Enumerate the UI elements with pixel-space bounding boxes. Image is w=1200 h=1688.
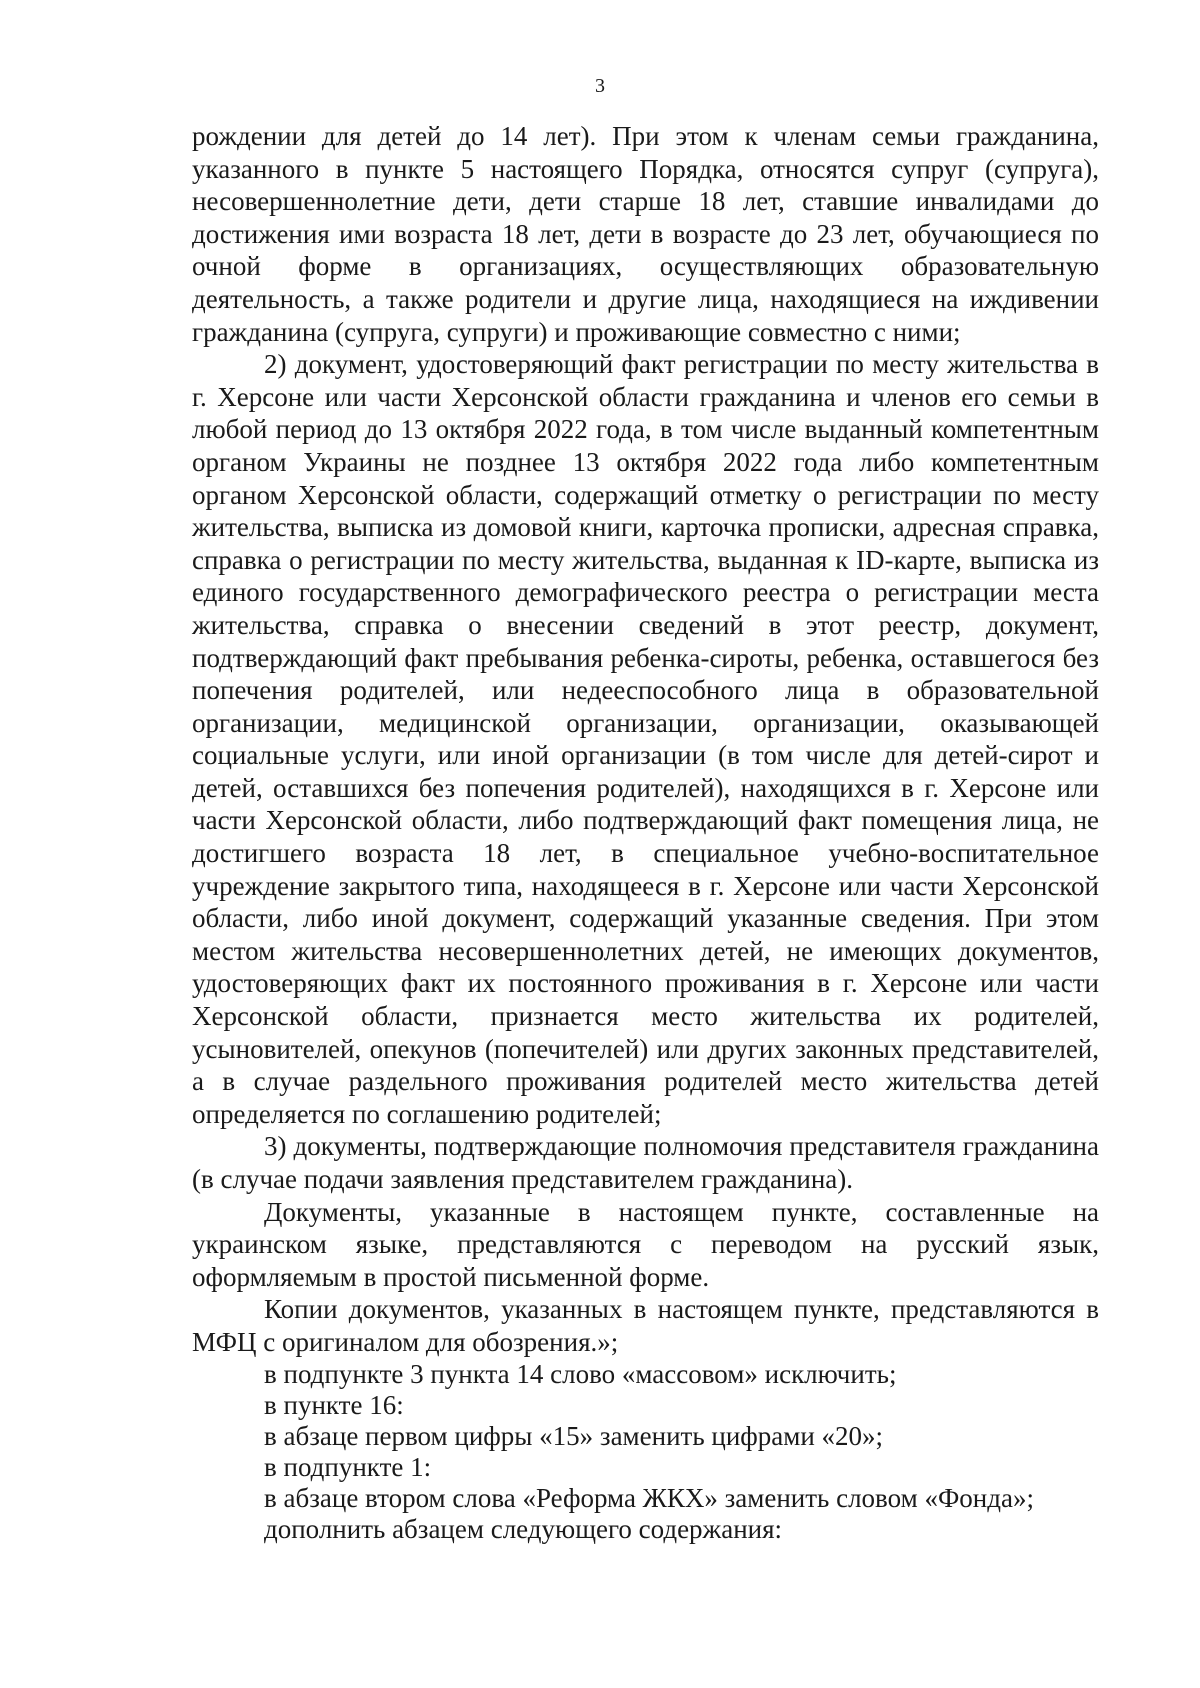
paragraph-subitem-14: в подпункте 3 пункта 14 слово «массовом» исключить;: [264, 1358, 897, 1389]
paragraph-item-3-representative: 3) документы, подтверждающие полномочия представителя гражданина (в случае подачи заявления представителем гражданина).: [192, 1131, 1099, 1194]
paragraph-second-abzac: в абзаце втором слова «Реформа ЖКХ» заменить словом «Фонда»;: [264, 1482, 1034, 1513]
paragraph-subitem-1: в подпункте 1:: [264, 1451, 432, 1482]
paragraph-add-abzac: дополнить абзацем следующего содержания:: [264, 1513, 783, 1544]
page-number: 3: [595, 75, 605, 97]
paragraph-family-members: рождении для детей до 14 лет). При этом к членам семьи гражданина, указанного в пункте 5 настоящего Порядка, относятся супруг (супруга), несовершеннолетние дети, дети старше 18 лет, ставшие инвалидами до достижения ими возраста 18 лет, дети в возрасте до 23 лет, обучающиеся по очной форме в организациях, осуществляющих образовательную деятельность, а также родители и другие лица, находящиеся на иждивении гражданина (супруга, супруги) и проживающие совместно с ними;: [192, 121, 1099, 347]
paragraph-item-2-registration: 2) документ, удостоверяющий факт регистрации по месту жительства в г. Херсоне или части Херсонской области гражданина и членов его семьи в любой период до 13 октября 2022 года, в том числе выданный компетентным органом Украины не позднее 13 октября 2022 года либо компетентным органом Херсонской области, содержащий отметку о регистрации по месту жительства, выписка из домовой книги, карточка прописки, адресная справка, справка о регистрации по месту жительства, выданная к ID-карте, выписка из единого государственного демографического реестра о регистрации места жительства, справка о внесении сведений в этот реестр, документ, подтверждающий факт пребывания ребенка-сироты, ребенка, оставшегося без попечения родителей, или недееспособного лица в образовательной организации, медицинской организации, организации, оказывающей социальные услуги, или иной организации (в том числе для детей-сирот и детей, оставшихся без попечения родителей), находящихся в г. Херсоне или части Херсонской области, либо подтверждающий факт помещения лица, не достигшего возраста 18 лет, в специальное учебно-воспитательное учреждение закрытого типа, находящееся в г. Херсоне или части Херсонской области, либо иной документ, содержащий указанные сведения. При этом местом жительства несовершеннолетних детей, не имеющих документов, удостоверяющих факт их постоянного проживания в г. Херсоне или части Херсонской области, признается место жительства их родителей, усыновителей, опекунов (попечителей) или других законных представителей, а в случае раздельного проживания родителей место жительства детей определяется по соглашению родителей;: [192, 349, 1099, 1129]
paragraph-first-abzac: в абзаце первом цифры «15» заменить цифрами «20»;: [264, 1420, 884, 1451]
paragraph-point-16: в пункте 16:: [264, 1389, 404, 1420]
paragraph-copies-originals: Копии документов, указанных в настоящем пункте, представляются в МФЦ с оригиналом для обозрения.»;: [192, 1294, 1099, 1357]
document-body: [192, 120, 1099, 1545]
paragraph-ukrainian-translation: Документы, указанные в настоящем пункте, составленные на украинском языке, представляются с переводом на русский язык, оформляемым в простой письменной форме.: [192, 1196, 1099, 1292]
